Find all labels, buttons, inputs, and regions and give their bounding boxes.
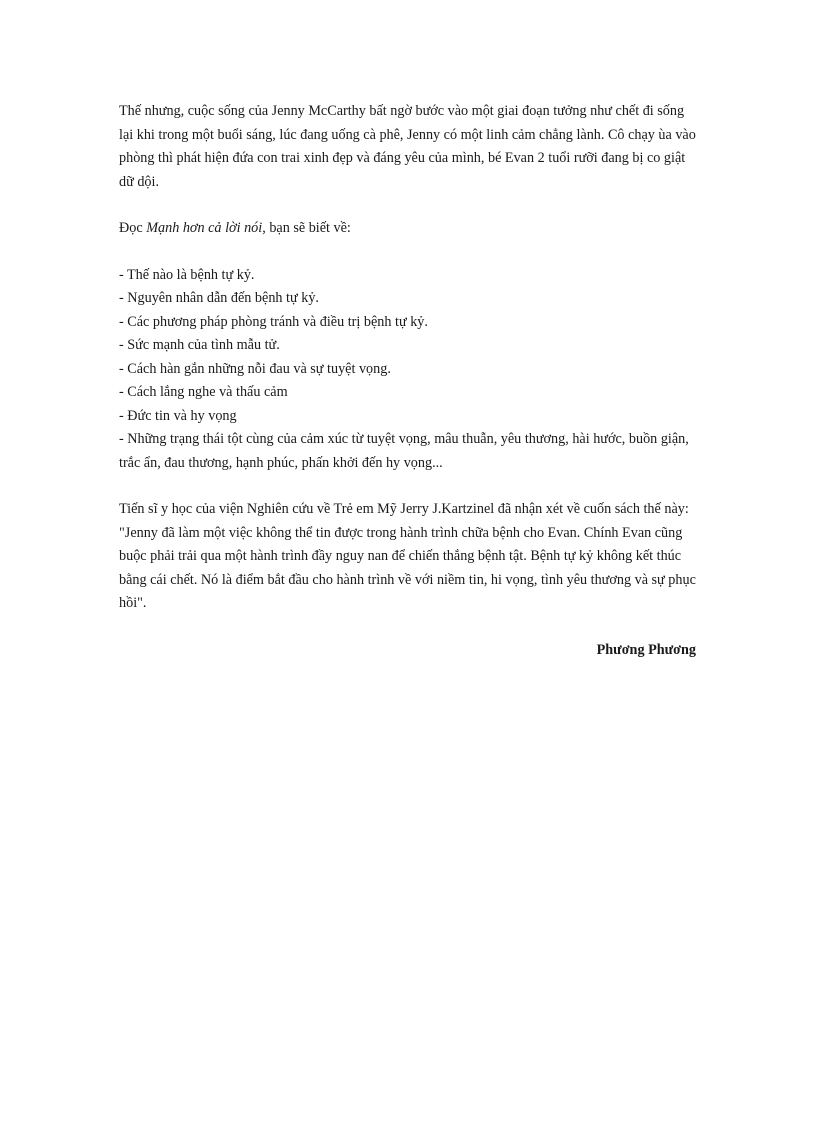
topic-list (119, 264, 696, 476)
reading-intro (119, 217, 696, 241)
topic-item: - Những trạng thái tột cùng của cảm xúc từ tuyệt vọng, mâu thuẫn, yêu thương, hài hước, buồn giận, trắc ẩn, đau thương, hạnh phúc, phấn khởi đến hy vọng... (119, 431, 689, 471)
topic-item: - Cách lắng nghe và thấu cảm (119, 384, 288, 400)
intro-paragraph: Thế nhưng, cuộc sống của Jenny McCarthy bất ngờ bước vào một giai đoạn tưởng như chết đi sống lại khi trong một buổi sáng, lúc đang uống cà phê, Jenny có một linh cảm chẳng lành. Cô chạy ùa vào phòng thì phát hiện đứa con trai xinh đẹp và đáng yêu của mình, bé Evan 2 tuổi rưỡi đang bị co giật dữ dội. (119, 103, 696, 190)
review-paragraph: Tiến sĩ y học của viện Nghiên cứu về Trẻ em Mỹ Jerry J.Kartzinel đã nhận xét về cuốn sách thế này: "Jenny đã làm một việc không thể tin được trong hành trình chữa bệnh cho Evan. Chính Evan cũng buộc phải trải qua một hành trình đầy nguy nan để chiến thắng bệnh tật. Bệnh tự kỷ không kết thúc bằng cái chết. Nó là điểm bắt đầu cho hành trình về với niềm tin, hi vọng, tình yêu thương và sự phục hồi". (119, 501, 696, 611)
author-signature: Phương Phương (596, 641, 696, 658)
topic-item: - Thế nào là bệnh tự kỷ. (119, 266, 255, 283)
topic-item: - Cách hàn gắn những nỗi đau và sự tuyệt vọng. (119, 360, 391, 377)
article-body (119, 100, 696, 662)
reading-intro-suffix: , bạn sẽ biết về: (262, 220, 351, 236)
topic-item: - Sức mạnh của tình mẫu tử. (119, 337, 280, 353)
book-title: Mạnh hơn cả lời nói (146, 220, 263, 236)
reading-intro-prefix: Đọc (119, 220, 147, 236)
topic-item: - Nguyên nhân dẫn đến bệnh tự kỷ. (119, 290, 319, 306)
topic-item: - Các phương pháp phòng tránh và điều trị bệnh tự kỷ. (119, 313, 428, 330)
topic-item: - Đức tin và hy vọng (119, 407, 237, 424)
